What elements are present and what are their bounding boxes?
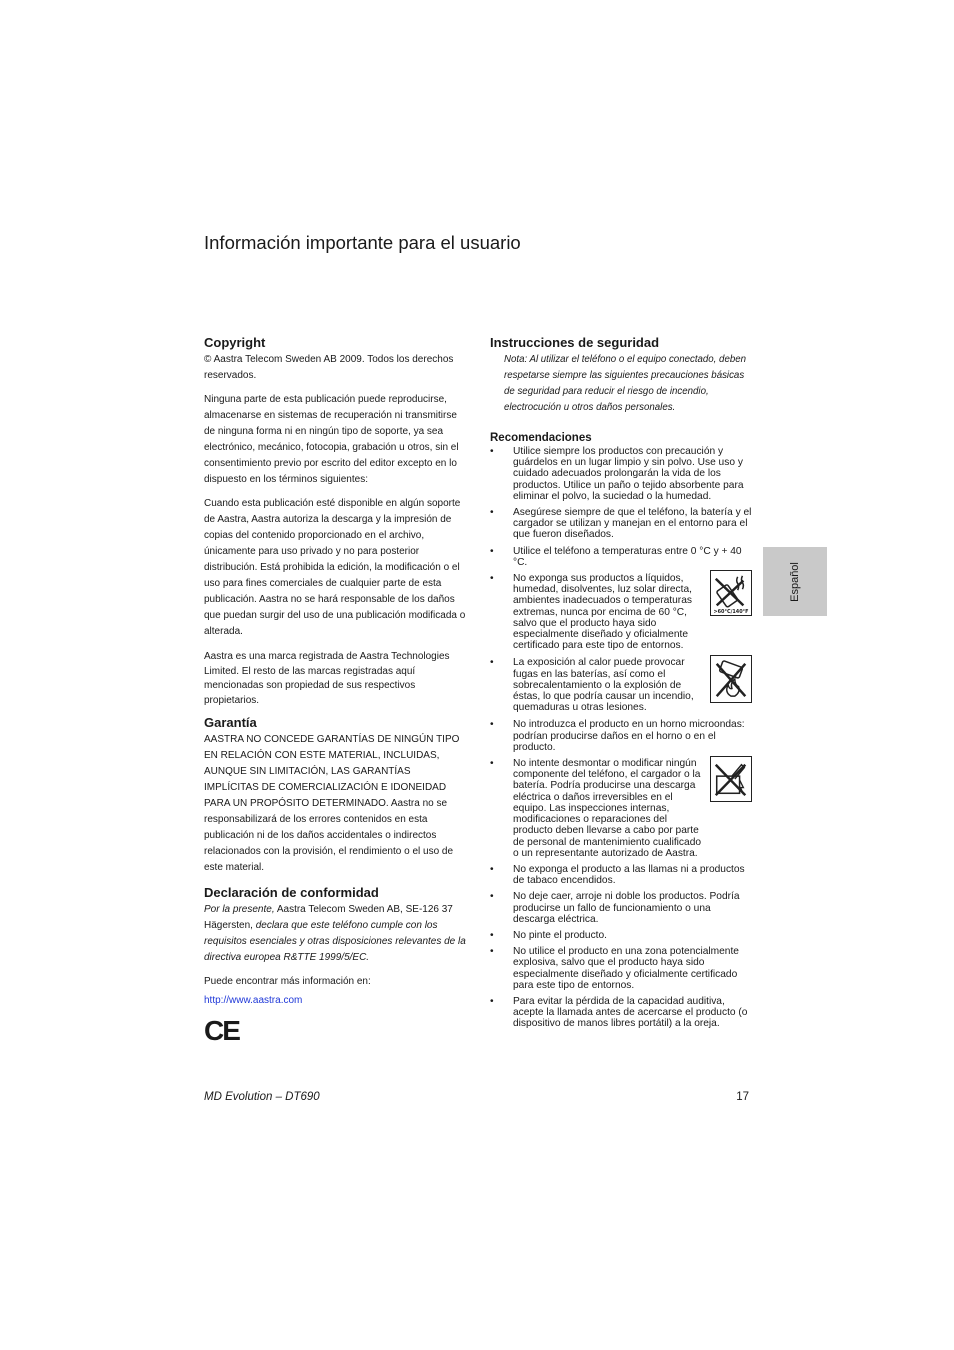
copyright-paragraph-reproduction: Ninguna parte de esta publicación puede reproducirse, almacenarse en sistemas de recuperación ni transmitirse de ninguna forma ni en ningún tipo de soporte, ya sea electrónico, mecánico, fotocopia, grabación u otros, sin el consentimiento previo por escrito del editor excepto en lo dispuesto en los términos siguientes: bbox=[204, 394, 459, 485]
bullet: • bbox=[490, 995, 494, 1007]
bullet: • bbox=[490, 657, 494, 669]
recommendations-heading: Recomendaciones bbox=[490, 432, 592, 444]
bullet: • bbox=[490, 891, 494, 903]
no-liquids-high-temperature-icon bbox=[710, 570, 752, 616]
list-item: • Utilice el teléfono a temperaturas entre 0 °C y + 40 °C. bbox=[490, 545, 742, 568]
copyright-paragraph-download: Cuando esta publicación esté disponible en algún soporte de Aastra, Aastra autoriza la descarga y la impresión de copias del contenido proporcionado en el archivo, únicamente para uso privado y no para posterior distribución. Está prohibida la edición, la modificación o el uso para fines comerciales de cualquier parte de esta publicación. Aastra no se hará responsable de los daños que puedan surgir del uso de una publicación modificada o alterada. bbox=[204, 498, 466, 637]
copyright-paragraph-trademark: Aastra es una marca registrada de Aastra Technologies Limited. El resto de las marcas registradas aquí mencionadas son propiedad de sus respectivos propietarios. bbox=[204, 651, 450, 706]
list-item: • Para evitar la pérdida de la capacidad auditiva, acepte la llamada antes de acercarse el producto (o dispositivo de manos libres portátil) a la oreja. bbox=[490, 995, 748, 1030]
recommendations-list bbox=[490, 446, 752, 1030]
list-item: • No introduzca el producto en un horno microondas: podrían producirse daños en el horno o en el producto. bbox=[490, 719, 745, 753]
bullet: • bbox=[490, 573, 494, 585]
svg-text:>60°C/140°F: >60°C/140°F bbox=[713, 609, 749, 616]
bullet: • bbox=[490, 863, 494, 875]
list-item: • La exposición al calor puede provocar fugas en las baterías, así como el sobrecalentamiento o la explosión de éstas, lo que podría causar un incendio, quemaduras u otras lesiones. bbox=[490, 657, 752, 713]
declaracion-italic-a: Por la presente, bbox=[204, 904, 275, 915]
footer-page-number: 17 bbox=[736, 1091, 749, 1103]
declaracion-italic-b: declara que este teléfono cumple con los requisitos esenciales y otras disposiciones relevantes de la directiva europea R&TTE 1999/5/EC. bbox=[204, 920, 466, 963]
list-item: • Utilice siempre los productos con precaución y guárdelos en un lugar limpio y sin polvo. Use uso y cuidado adecuados prolongarán la vida de los productos. Utilice un paño o tejido absorbente para eliminar el polvo, la suciedad o la humedad. bbox=[490, 446, 744, 502]
ce-mark-logo: CE bbox=[204, 1015, 239, 1046]
copyright-notice: © Aastra Telecom Sweden AB 2009. Todos los derechos reservados. bbox=[204, 354, 454, 381]
no-disassembly-icon bbox=[710, 756, 752, 802]
list-item: • Asegúrese siempre de que el teléfono, la batería y el cargador se utilizan y manejan en el entorno para el que fueron diseñados. bbox=[490, 507, 752, 541]
safety-note: Nota: Al utilizar el teléfono o el equipo conectado, deben respetarse siempre las siguientes precauciones básicas de seguridad para reducir el riesgo de incendio, electrocución u otros daños personales. bbox=[504, 354, 746, 413]
copyright-heading: Copyright bbox=[204, 335, 266, 350]
declaracion-heading: Declaración de conformidad bbox=[204, 885, 379, 900]
bullet: • bbox=[490, 545, 494, 557]
safety-heading: Instrucciones de seguridad bbox=[490, 335, 660, 350]
language-tab-label: Español bbox=[789, 561, 801, 602]
bullet: • bbox=[490, 758, 494, 770]
right-column bbox=[490, 335, 752, 1035]
list-item: • No intente desmontar o modificar ningún componente del teléfono, el cargador o la batería. Podría producirse una descarga eléctrica o daños irreversibles en el equipo. Las inspecciones internas, modificaciones o reparaciones del producto deben llevarse a cabo por parte de personal de mantenimiento cualificado o un representante autorizado de Aastra. bbox=[490, 758, 752, 859]
bullet: • bbox=[490, 946, 494, 958]
bullet: • bbox=[490, 446, 494, 457]
list-item: • No deje caer, arroje ni doble los productos. Podría producirse un fallo de funcionamiento o una descarga eléctrica. bbox=[490, 891, 740, 925]
aastra-link[interactable]: http://www.aastra.com bbox=[204, 995, 303, 1006]
garantia-paragraph: AASTRA NO CONCEDE GARANTÍAS DE NINGÚN TIPO EN RELACIÓN CON ESTE MATERIAL, INCLUIDAS, AUNQUE SIN LIMITACIÓN, LAS GARANTÍAS IMPLÍCITAS DE COMERCIALIZACIÓN E IDONEIDAD PARA UN PROPÓSITO DETERMINADO. Aastra no se responsabilizará de los errores contenidos en esta publicación ni de los daños accidentales o indirectos relacionados con la provisión, el rendimiento o el uso de este material. bbox=[204, 734, 460, 873]
declaracion-paragraph bbox=[204, 902, 466, 966]
list-item: • No utilice el producto en una zona potencialmente explosiva, salvo que el producto haya sido especialmente diseñado y oficialmente certificado para este tipo de entornos. bbox=[490, 946, 739, 991]
more-info-text: Puede encontrar más información en: bbox=[204, 976, 371, 987]
list-item: • No exponga el producto a las llamas ni a productos de tabaco encendidos. bbox=[490, 863, 745, 887]
bullet: • bbox=[490, 929, 494, 941]
garantia-heading: Garantía bbox=[204, 715, 257, 730]
footer-document-title: MD Evolution – DT690 bbox=[204, 1091, 320, 1103]
no-fire-battery-icon bbox=[710, 655, 752, 703]
list-item: • No pinte el producto. bbox=[490, 929, 608, 941]
bullet: • bbox=[490, 719, 494, 731]
bullet: • bbox=[490, 507, 494, 519]
list-item: • No exponga sus productos a líquidos, humedad, disolventes, luz solar directa, ambientes inadecuados o temperaturas extremas, nunca por encima de 60 °C, salvo que el producto haya sido especialmente diseñado y oficialmente certificado para este tipo de entornos. >60°C/140°F bbox=[490, 573, 752, 651]
left-column bbox=[204, 335, 466, 1049]
page-title: Información importante para el usuario bbox=[204, 232, 521, 253]
language-tab bbox=[763, 547, 827, 616]
declaracion-company: Aastra Telecom Sweden AB, SE-126 37 Hägersten, bbox=[204, 904, 453, 931]
